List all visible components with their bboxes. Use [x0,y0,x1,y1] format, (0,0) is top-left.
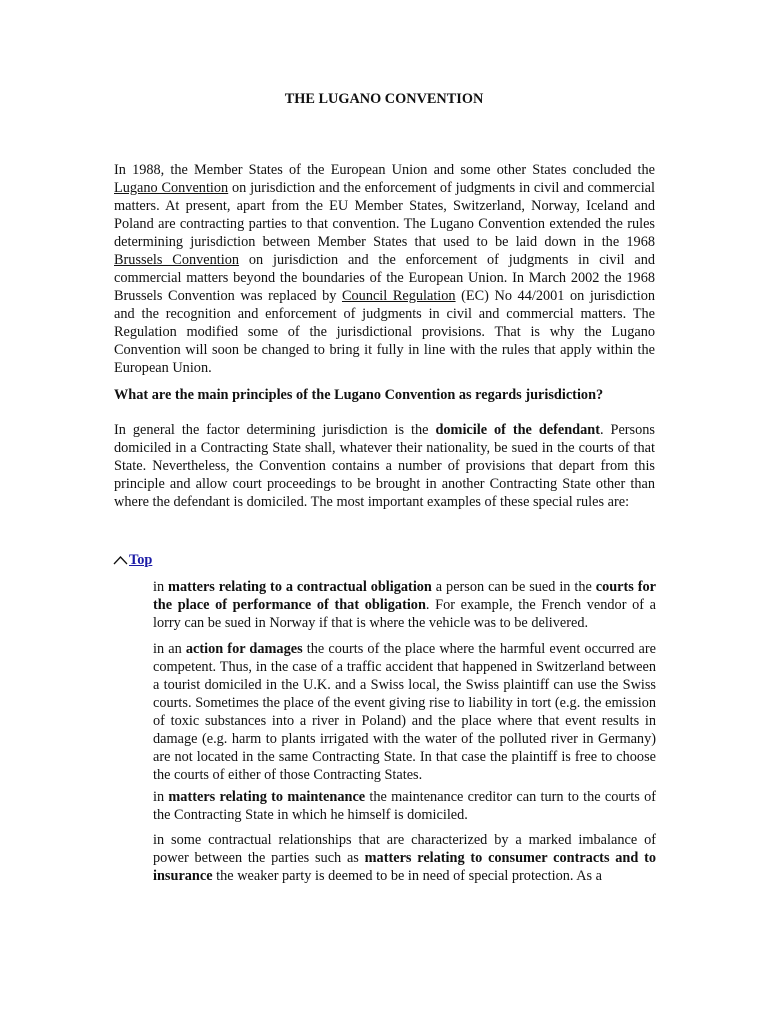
intro-text: on jurisdiction and the enforcement of judgments in civil and commercial matters beyond the boundaries of the European Union. In March 2002 the 1968 Brussels Convention was replaced by [114,252,655,304]
principle-text: . Persons domiciled in a Contracting State shall, whatever their nationality, be sued in the courts of that State. Nevertheless, the Convention contains a number of provisions that depart from this principle and allow court proceedings to be brought in another Contracting State other than where the defendant is domiciled. The most important examples of these special rules are: [114,422,655,510]
intro-paragraph [114,161,655,377]
list-item-bold: matters relating to maintenance [168,789,366,805]
list-item-text: in an [153,641,186,657]
intro-text: In 1988, the Member States of the European Union and some other States concluded the [114,162,655,178]
list-item-text: in [153,579,169,595]
list-item-text: the maintenance creditor can turn to the courts of the Contracting State in which he himself is domiciled. [153,789,656,823]
principle-bold: domicile of the defendant [435,422,600,438]
top-link[interactable] [113,551,152,569]
chevron-up-icon [113,555,128,565]
section-heading: What are the main principles of the Lugano Convention as regards jurisdiction? [114,387,604,403]
list-item-text: in some contractual relationships that are characterized by a marked imbalance of power between the parties such as [153,832,656,866]
list-item-consumer [153,831,656,885]
council-regulation-link[interactable]: Council Regulation [341,288,456,304]
lugano-convention-link[interactable]: Lugano Convention [114,180,229,196]
list-item-text: a person can be sued in the [431,579,596,595]
list-item-text: . For example, the French vendor of a lorry can be sued in Norway if that is where the vehicle was to be delivered. [153,597,657,631]
principle-paragraph [114,421,655,511]
list-item-maintenance [153,788,656,824]
top-link-label: Top [129,552,153,568]
list-item-damages [153,640,656,784]
document-title: THE LUGANO CONVENTION [284,91,484,107]
list-item-text: the weaker party is deemed to be in need of special protection. As a [212,868,603,884]
list-item-text: in [153,789,169,805]
list-item-text: the courts of the place where the harmful event occurred are competent. Thus, in the case of a traffic accident that happened in Switzerland between a tourist domiciled in the U.K. and a Swiss local, the Swiss plaintiff can use the Swiss courts. Sometimes the place of the event giving rise to liability in tort (e.g. the emission of toxic substances into a river in Poland) and the place where that event results in damage (e.g. harm to plants irrigated with the water of the polluted river in Germany) are not located in the same Contracting State. In that case the plaintiff is free to choose the courts of either of those Contracting States. [153,641,657,783]
list-item-bold: courts for the place of performance of that obligation [153,579,656,613]
list-item-bold: matters relating to a contractual obligation [168,579,432,595]
intro-text: on jurisdiction and the enforcement of judgments in civil and commercial matters. At present, apart from the EU Member States, Switzerland, Norway, Iceland and Poland are contracting parties to that convention. The Lugano Convention extended the rules determining jurisdiction between Member States that used to be laid down in the 1968 [114,180,655,250]
principle-text: In general the factor determining jurisdiction is the [114,422,436,438]
list-item-bold: matters relating to consumer contracts and to insurance [153,850,656,884]
list-item-contractual [153,578,656,632]
brussels-convention-link[interactable]: Brussels Convention [114,252,240,268]
intro-text: (EC) No 44/2001 on jurisdiction and the recognition and enforcement of judgments in civil and commercial matters. The Regulation modified some of the jurisdictional provisions. That is why the Lugano Convention will soon be changed to bring it fully in line with the rules that apply within the European Union. [114,288,655,376]
list-item-bold: action for damages [185,641,303,657]
